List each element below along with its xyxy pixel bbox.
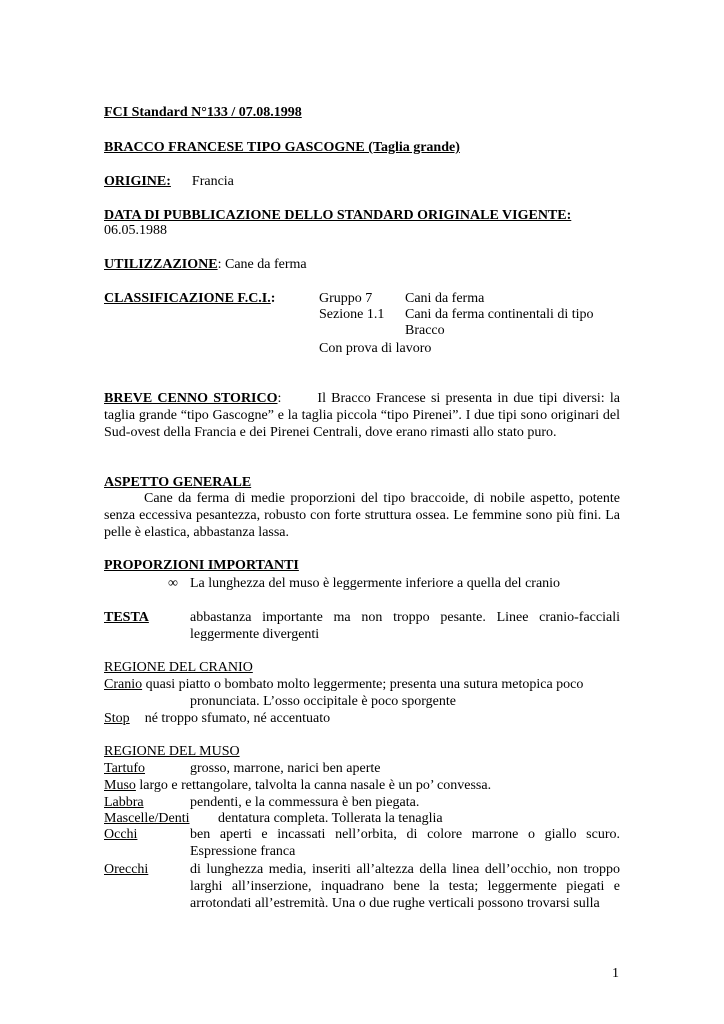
utilization-value: : Cane da ferma [217,257,307,272]
publication-date: 06.05.1988 [104,223,167,238]
proportions-bullet: ∞ [168,576,178,591]
cranio-text-2: pronunciata. L’osso occipitale è poco sporgente [190,694,456,709]
classification-label-row [104,290,275,307]
classification-colon: : [270,291,276,306]
mascelle-label: Mascelle/Denti [104,811,190,826]
tartufo-label: Tartufo [104,761,146,776]
history-text: Il Bracco Francese si presenta in due tipi diversi: la taglia grande “tipo Gascogne” e la taglia piccola “tipo Pirenei”. I due tipi sono originari del Sud-ovest della Francia e dei Pirenei Centrali, dove erano rimasti allo stato puro. [104,391,620,440]
cranio-text-1: quasi piatto o bombato molto leggermente; presenta una sutura metopica poco [145,677,584,692]
muso-label: Muso [104,778,136,793]
mascelle-text: dentatura completa. Tollerata la tenaglia [218,811,443,826]
publication-label: DATA DI PUBBLICAZIONE DELLO STANDARD ORIGINALE VIGENTE: [104,208,572,223]
origin-row [104,173,234,190]
history-paragraph [104,390,620,441]
skull-label: REGIONE DEL CRANIO [104,660,253,675]
general-label: ASPETTO GENERALE [104,475,252,490]
muzzle-label: REGIONE DEL MUSO [104,744,240,759]
stop-row [104,710,330,727]
tartufo-text: grosso, marrone, narici ben aperte [190,761,381,776]
page-number: 1 [612,966,619,981]
orecchi-label: Orecchi [104,862,149,877]
proportions-label: PROPORZIONI IMPORTANTI [104,558,299,573]
utilization-label: UTILIZZAZIONE [104,257,218,272]
cranio-label: Cranio [104,677,143,692]
utilization-row [104,256,307,273]
head-text: abbastanza importante ma non troppo pesante. Linee cranio-facciali leggermente divergenti [190,610,620,642]
muso-text: largo e rettangolare, talvolta la canna nasale è un po’ convessa. [139,778,492,793]
stop-label: Stop [104,711,130,726]
cranio-row [104,676,620,693]
occhi-text: ben aperti e incassati nell’orbita, di colore marrone o giallo scuro. Espressione franca [190,827,620,859]
breed-title: BRACCO FRANCESE TIPO GASCOGNE (Taglia grande) [104,140,460,155]
origin-label: ORIGINE: [104,174,171,189]
orecchi-text: di lunghezza media, inseriti all’altezza della linea dell’occhio, non troppo larghi all’inserzione, inquadrano bene la testa; leggermente piegati e arrotondati all’estremità. Una o due rughe verticali possono trovarsi sulla [190,862,620,911]
classification-section-value-2: Bracco [405,323,445,338]
muso-row [104,777,491,794]
classification-group-value: Cani da ferma [405,291,485,306]
classification-trial: Con prova di lavoro [319,341,432,356]
head-label: TESTA [104,610,149,625]
classification-label: CLASSIFICAZIONE F.C.I. [104,291,271,306]
standard-number: FCI Standard N°133 / 07.08.1998 [104,105,302,120]
general-text: Cane da ferma di medie proporzioni del tipo braccoide, di nobile aspetto, potente senza eccessiva pesantezza, robusto con forte struttura ossea. Le femmine sono più fini. La pelle è elastica, abbastanza lassa. [104,491,620,540]
classification-section-key: Sezione 1.1 [319,307,385,322]
history-colon: : [277,391,282,406]
occhi-label: Occhi [104,827,138,842]
history-label: BREVE CENNO STORICO [104,391,278,406]
classification-group-key: Gruppo 7 [319,291,373,306]
proportions-text: La lunghezza del muso è leggermente inferiore a quella del cranio [190,576,561,591]
labbra-text: pendenti, e la commessura è ben piegata. [190,795,420,810]
classification-section-value-1: Cani da ferma continentali di tipo [405,307,594,322]
origin-value: Francia [191,174,234,189]
labbra-label: Labbra [104,795,144,810]
stop-text: né troppo sfumato, né accentuato [144,711,331,726]
